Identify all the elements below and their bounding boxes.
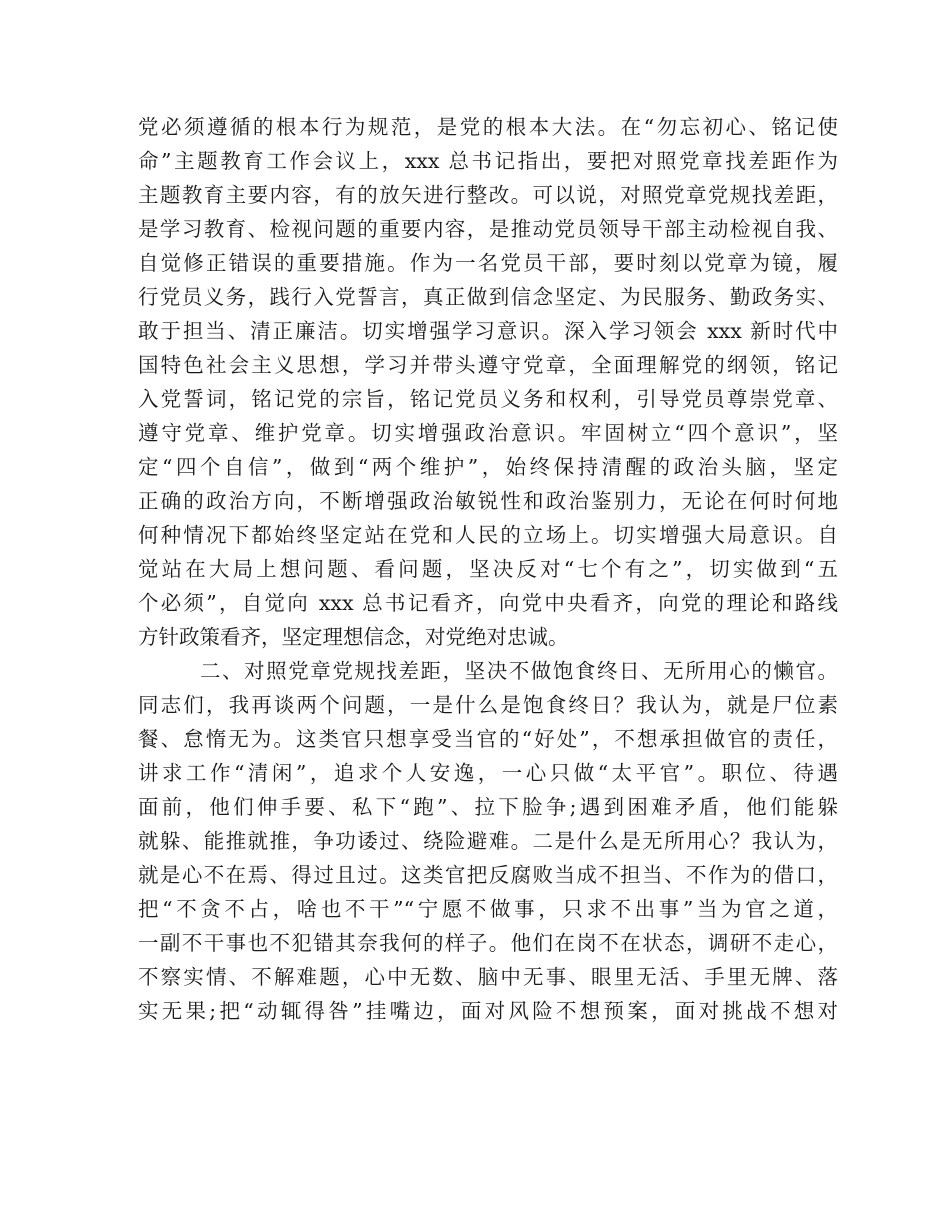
text-line: 党必须遵循的根本行为规范，是党的根本大法。在“勿忘初心、铭记使: [138, 115, 838, 139]
text-line: 就是心不在焉、得过且过。这类官把反腐败当成不担当、不作为的借口，: [138, 863, 838, 887]
text-line: 讲求工作“清闲”，追求个人安逸，一心只做“太平官”。职位、待遇: [138, 761, 838, 785]
text-line: 命”主题教育工作会议上，xxx 总书记指出，要把对照党章找差距作为: [138, 149, 838, 173]
text-line: 敢于担当、清正廉洁。切实增强学习意识。深入学习领会 xxx 新时代中: [138, 319, 838, 343]
text-line: 何种情况下都始终坚定站在党和人民的立场上。切实增强大局意识。自: [138, 523, 838, 547]
text-line: 主题教育主要内容，有的放矢进行整改。可以说，对照党章党规找差距，: [138, 183, 838, 207]
paragraph-end-line: 方针政策看齐，坚定理想信念，对党绝对忠诚。: [138, 625, 569, 649]
text-line: 觉站在大局上想问题、看问题，坚决反对“七个有之”，切实做到“五: [138, 557, 838, 581]
text-line: 自觉修正错误的重要措施。作为一名党员干部，要时刻以党章为镜，履: [138, 251, 838, 275]
text-line: 遵守党章、维护党章。切实增强政治意识。牢固树立“四个意识”，坚: [138, 421, 838, 445]
text-line: 行党员义务，践行入党誓言，真正做到信念坚定、为民服务、勤政务实、: [138, 285, 838, 309]
text-line: 个必须”，自觉向 xxx 总书记看齐，向党中央看齐，向党的理论和路线: [138, 591, 838, 615]
body-text: [138, 110, 838, 1028]
text-line: 餐、怠惰无为。这类官只想享受当官的“好处”，不想承担做官的责任，: [138, 727, 838, 751]
text-line: 同志们，我再谈两个问题，一是什么是饱食终日？我认为，就是尸位素: [138, 693, 838, 717]
text-line: 一副不干事也不犯错其奈我何的样子。他们在岗不在状态，调研不走心，: [138, 931, 838, 955]
section-heading-line: 二、对照党章党规找差距，坚决不做饱食终日、无所用心的懒官。: [200, 659, 838, 683]
text-line: 就躲、能推就推，争功诿过、绕险避难。二是什么是无所用心？我认为，: [138, 829, 838, 853]
text-line: 定“四个自信”，做到“两个维护”，始终保持清醒的政治头脑，坚定: [138, 455, 838, 479]
text-line: 是学习教育、检视问题的重要内容，是推动党员领导干部主动检视自我、: [138, 217, 838, 241]
text-line: 实无果;把“动辄得咎”挂嘴边，面对风险不想预案，面对挑战不想对: [138, 999, 838, 1023]
text-line: 不察实情、不解难题，心中无数、脑中无事、眼里无活、手里无牌、落: [138, 965, 838, 989]
text-line: 正确的政治方向，不断增强政治敏锐性和政治鉴别力，无论在何时何地: [138, 489, 838, 513]
text-line: 入党誓词，铭记党的宗旨，铭记党员义务和权利，引导党员尊崇党章、: [138, 387, 838, 411]
text-line: 把“不贪不占，啥也不干”“宁愿不做事，只求不出事”当为官之道，: [138, 897, 838, 921]
text-line: 国特色社会主义思想，学习并带头遵守党章，全面理解党的纲领，铭记: [138, 353, 838, 377]
text-line: 面前，他们伸手要、私下“跑”、拉下脸争;遇到困难矛盾，他们能躲: [138, 795, 838, 819]
